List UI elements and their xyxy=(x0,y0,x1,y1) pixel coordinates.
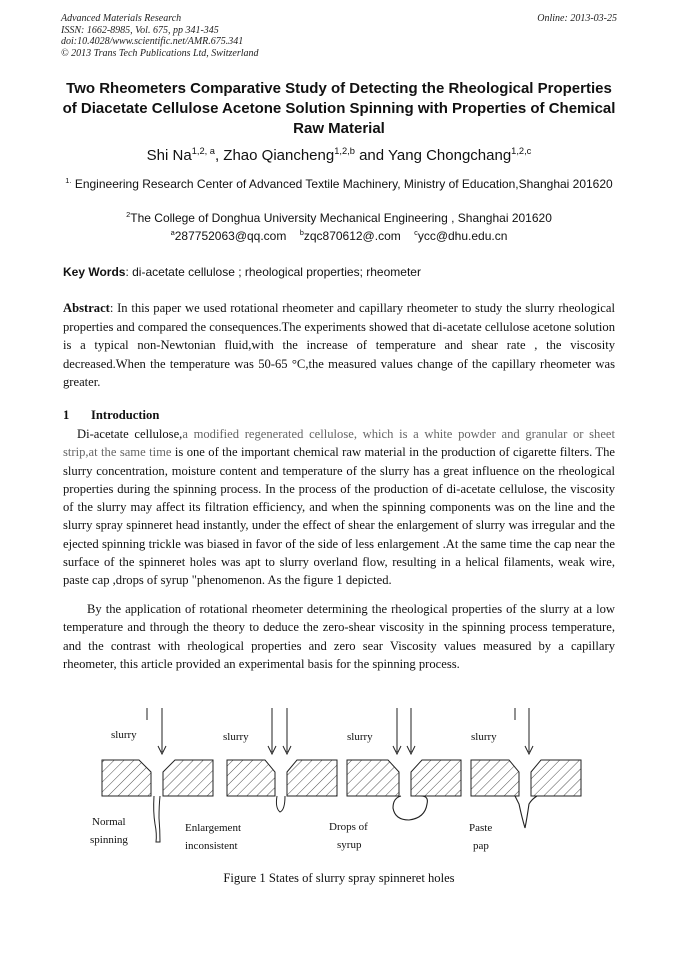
figure-1 xyxy=(75,700,635,860)
affiliation-text: Engineering Research Center of Advanced Textile Machinery, Ministry of Education,Shanghai 201620 xyxy=(74,177,613,191)
state-label-line2: inconsistent xyxy=(185,840,238,852)
keywords xyxy=(63,265,615,280)
journal-header xyxy=(61,13,617,59)
state-label-line1: Normal xyxy=(92,816,126,828)
para1-rest: is one of the important chemical raw material in the production of cigarette filters. The slurry concentration, moisture content and temperature of the slurry has a great influence on the rheological properties during the spinning process. In the process of the production of di-acetate cellulose, the viscosity of the slurry may affect its filtration efficiency, and when the spinning components was on the line and the slurry spray spinneret head instantly, under the effect of shear the enlargement of slurry was irregular and the ejected spinning trickle was biased in favor of the side of less enlargement .At the same time the cap near the surface of the spinneret holes was apt to slurry overland flow, resulting in a helical filaments, weak wire, paste cap ,drops of syrup "phenomenon. As the figure 1 depicted. xyxy=(63,445,615,588)
journal-copyright: © 2013 Trans Tech Publications Ltd, Switzerland xyxy=(61,47,259,59)
author-list xyxy=(60,147,618,165)
abstract xyxy=(63,299,615,392)
email-mark: b xyxy=(299,228,304,237)
slurry-label: slurry xyxy=(111,729,137,741)
journal-name: Advanced Materials Research xyxy=(61,13,182,24)
enlarged-filament xyxy=(276,796,285,812)
affiliation-mark: 2 xyxy=(126,210,131,219)
affiliation-text: The College of Donghua University Mechanical Engineering , Shanghai 201620 xyxy=(130,211,552,225)
author-affiliation-mark: 1,2,c xyxy=(511,146,532,156)
spinneret-left-block xyxy=(347,760,399,796)
affiliation-2 xyxy=(60,210,618,227)
section-heading xyxy=(63,408,159,423)
panel-paste-pap xyxy=(469,708,581,852)
spinneret-left-block xyxy=(102,760,151,796)
intro-paragraph-2: By the application of rotational rheometer determining the rheological properties of the slurry at a low temperature and through the theory to deduce the zero-shear viscosity in the spinning process temperature, and the contrast with rheological properties and zero sear Viscosity values measured by a capillary rheometer, this article provided an experimental basis for the spinning process. xyxy=(63,602,615,671)
online-date: Online: 2013-03-25 xyxy=(537,13,617,24)
email-line xyxy=(60,228,618,245)
figure-caption: Figure 1 States of slurry spray spinneret holes xyxy=(223,871,455,885)
para1-lead: Di-acetate cellulose, xyxy=(77,427,183,441)
abstract-label: Abstract xyxy=(63,301,110,315)
state-label-line1: Enlargement xyxy=(185,822,241,834)
spinneret-right-block xyxy=(531,760,581,796)
section-number: 1 xyxy=(63,408,70,422)
keywords-text: : di-acetate cellulose ; rheological properties; rheometer xyxy=(125,265,421,279)
spinneret-right-block xyxy=(287,760,337,796)
author-affiliation-mark: 1,2,b xyxy=(334,146,355,156)
email-mark: a xyxy=(170,228,175,237)
author-separator: and xyxy=(354,147,388,164)
email-address: zqc870612@.com xyxy=(303,229,401,243)
slurry-label: slurry xyxy=(471,731,497,743)
spinneret-left-block xyxy=(227,760,275,796)
email-mark: c xyxy=(414,228,418,237)
section-title: Introduction xyxy=(91,408,160,422)
author-name: Yang Chongchang xyxy=(388,147,512,164)
state-label-line2: pap xyxy=(473,840,489,852)
author-name: Zhao Qiancheng xyxy=(223,147,335,164)
author-name: Shi Na xyxy=(146,147,192,164)
para1-gray-text: a modified regenerated cellulose, which is a white powder and granular or sheet strip,at the same time xyxy=(63,427,615,460)
spinneret-left-block xyxy=(471,760,519,796)
journal-issn: ISSN: 1662-8985, Vol. 675, pp 341-345 xyxy=(61,24,219,36)
paste-cap xyxy=(515,796,537,828)
spinneret-right-block xyxy=(163,760,213,796)
state-label-line1: Drops of xyxy=(329,821,368,833)
slurry-label: slurry xyxy=(223,731,249,743)
author-separator: , xyxy=(214,147,224,164)
affiliation-1 xyxy=(60,176,618,193)
spinneret-right-block xyxy=(411,760,461,796)
keywords-label: Key Words xyxy=(63,265,126,279)
email-address: ycc@dhu.edu.cn xyxy=(417,229,508,243)
slurry-label: slurry xyxy=(347,731,373,743)
spinneret-diagram xyxy=(75,700,635,860)
paper-title: Two Rheometers Comparative Study of Detecting the Rheological Properties of Diacetate Cellulose Acetone Solution Spinning with Properties of Chemical Raw Material xyxy=(62,80,616,137)
email-address: 287752063@qq.com xyxy=(174,229,287,243)
abstract-text: : In this paper we used rotational rheometer and capillary rheometer to study the slurry rheological properties and compared the consequences.The experiments showed that di-acetate cellulose acetone solution is a typical non-Newtonian fluid,with the increase of temperature and shear rate , the viscosity decreased.When the temperature was 50-65 °C,the measured values change of the capillary rheometer was greater. xyxy=(63,301,615,389)
syrup-drop xyxy=(393,796,427,820)
affiliation-mark: 1. xyxy=(65,176,72,185)
state-label-line2: spinning xyxy=(90,834,128,846)
spinning-filament xyxy=(154,796,160,842)
panel-drops-of-syrup xyxy=(329,708,461,851)
intro-paragraph-1 xyxy=(63,425,615,590)
journal-doi: doi:10.4028/www.scientific.net/AMR.675.341 xyxy=(61,36,244,47)
state-label-line2: syrup xyxy=(337,839,362,851)
author-affiliation-mark: 1,2, a xyxy=(191,146,215,156)
state-label-line1: Paste xyxy=(469,822,493,834)
